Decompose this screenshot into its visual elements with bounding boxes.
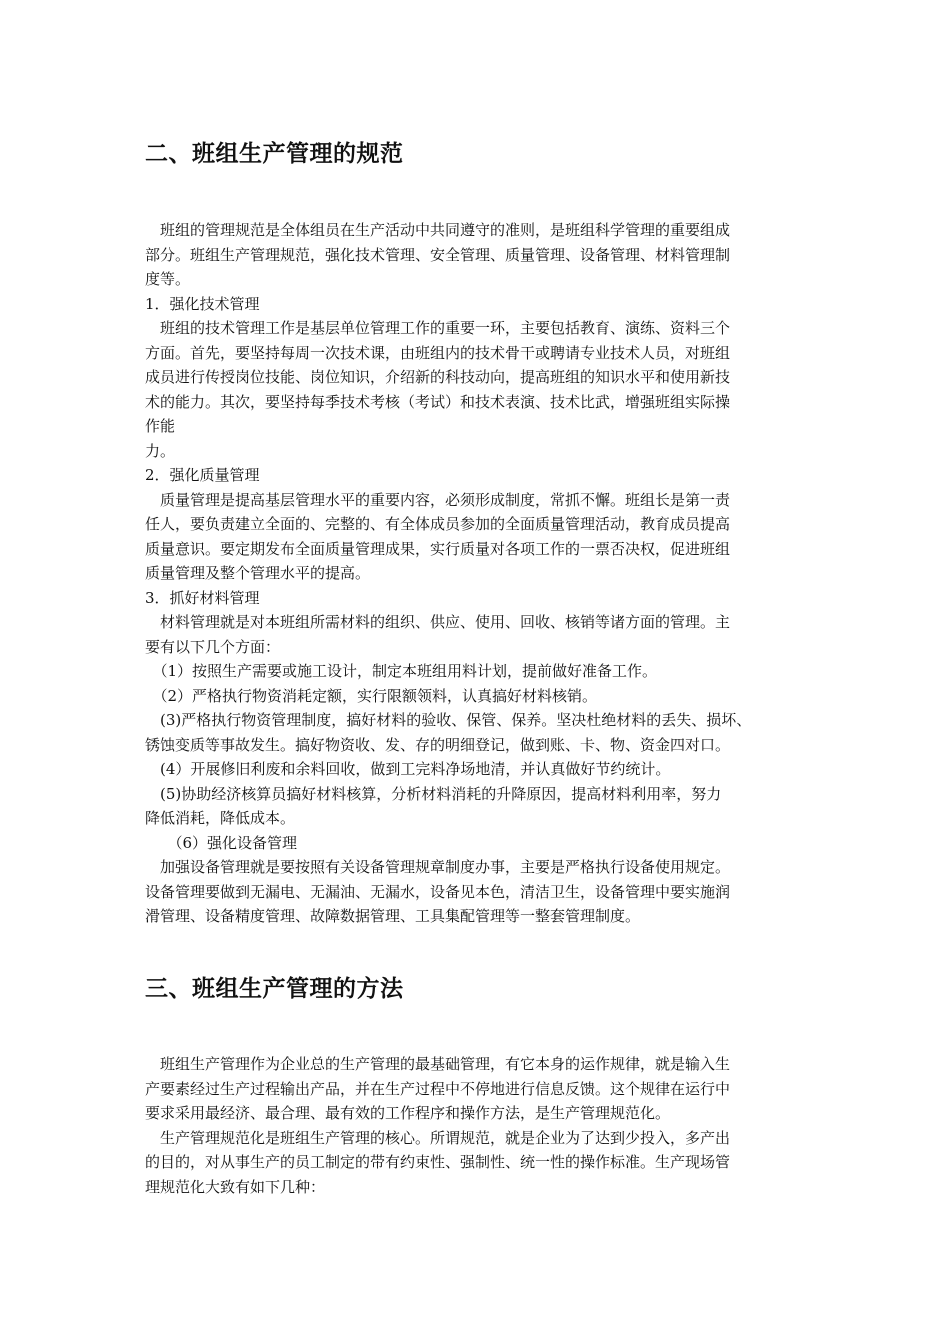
paragraph-line: 方面。首先，要坚持每周一次技术课，由班组内的技术骨干或聘请专业技术人员，对班组 (145, 343, 731, 362)
paragraph-line: 设备管理要做到无漏电、无漏油、无漏水，设备见本色，清洁卫生，设备管理中要实施润 (145, 882, 731, 901)
paragraph-line: 度等。 (145, 270, 191, 288)
paragraph-line: 的目的，对从事生产的员工制定的带有约束性、强制性、统一性的操作标准。生产现场管 (145, 1153, 731, 1171)
paragraph-line: 加强设备管理就是要按照有关设备管理规章制度办事，主要是严格执行设备使用规定。 (145, 858, 731, 876)
subheading-line: 3．抓好材料管理 (145, 588, 260, 607)
section-3-body (145, 1052, 810, 1199)
paragraph-line: 班组生产管理作为企业总的生产管理的最基础管理，有它本身的运作规律，就是输入生 (145, 1055, 731, 1073)
subheading-line: 2．强化质量管理 (145, 466, 260, 484)
list-item-line: （6）强化设备管理 (145, 833, 298, 852)
subheading-line: 1．强化技术管理 (145, 294, 260, 313)
paragraph-line: 班组的技术管理工作是基层单位管理工作的重要一环，主要包括教育、演练、资料三个 (145, 319, 731, 337)
paragraph-line: 术的能力。其次，要坚持每季技术考核（考试）和技术表演、技术比武，增强班组实际操 (145, 392, 731, 411)
paragraph-line: 质量意识。要定期发布全面质量管理成果，实行质量对各项工作的一票否决权，促进班组 (145, 539, 731, 558)
paragraph-line: 生产管理规范化是班组生产管理的核心。所谓规范，就是企业为了达到少投入，多产出 (145, 1128, 731, 1147)
paragraph-line: 成员进行传授岗位技能、岗位知识，介绍新的科技动向，提高班组的知识水平和使用新技 (145, 368, 731, 386)
paragraph-line: 滑管理、设备精度管理、故障数据管理、工具集配管理等一整套管理制度。 (145, 907, 641, 925)
paragraph-line: 理规范化大致有如下几种： (145, 1177, 326, 1196)
paragraph-line: 作能 (145, 417, 176, 435)
list-item-line: （1）按照生产需要或施工设计，制定本班组用料计划，提前做好准备工作。 (145, 662, 658, 680)
list-item-line: (4）开展修旧利废和余料回收，做到工完料净场地清，并认真做好节约统计。 (145, 760, 671, 778)
paragraph-line: 要求采用最经济、最合理、最有效的工作程序和操作方法，是生产管理规范化。 (145, 1104, 671, 1122)
paragraph-line: 降低消耗，降低成本。 (145, 809, 296, 827)
paragraph-line: 班组的管理规范是全体组员在生产活动中共同遵守的准则，是班组科学管理的重要组成 (145, 221, 731, 239)
paragraph-line: 部分。班组生产管理规范，强化技术管理、安全管理、质量管理、设备管理、材料管理制 (145, 245, 731, 264)
paragraph-line: 质量管理是提高基层管理水平的重要内容，必须形成制度，常抓不懈。班组长是第一责 (145, 490, 731, 509)
paragraph-line: 质量管理及整个管理水平的提高。 (145, 564, 371, 582)
paragraph-line: 要有以下几个方面： (145, 637, 281, 656)
section-2-heading: 二、班组生产管理的规范 (145, 141, 404, 167)
paragraph-line: 力。 (145, 441, 176, 460)
list-item-line: （2）严格执行物资消耗定额，实行限额领料，认真搞好材料核销。 (145, 686, 598, 705)
list-item-line: (5)协助经济核算员搞好材料核算，分析材料消耗的升降原因，提高材料利用率，努力 (145, 784, 722, 803)
paragraph-line: 材料管理就是对本班组所需材料的组织、供应、使用、回收、核销等诸方面的管理。主 (145, 613, 731, 631)
list-item-line: (3)严格执行物资管理制度，搞好材料的验收、保管、保养。坚决杜绝材料的丢失、损坏、 (145, 711, 752, 729)
section-3-heading: 三、班组生产管理的方法 (145, 976, 404, 1002)
paragraph-line: 产要素经过生产过程输出产品，并在生产过程中不停地进行信息反馈。这个规律在运行中 (145, 1079, 731, 1098)
section-2-body (145, 218, 810, 929)
paragraph-line: 锈蚀变质等事故发生。搞好物资收、发、存的明细登记，做到账、卡、物、资金四对口。 (145, 735, 731, 754)
paragraph-line: 任人，要负责建立全面的、完整的、有全体成员参加的全面质量管理活动，教育成员提高 (145, 515, 731, 533)
